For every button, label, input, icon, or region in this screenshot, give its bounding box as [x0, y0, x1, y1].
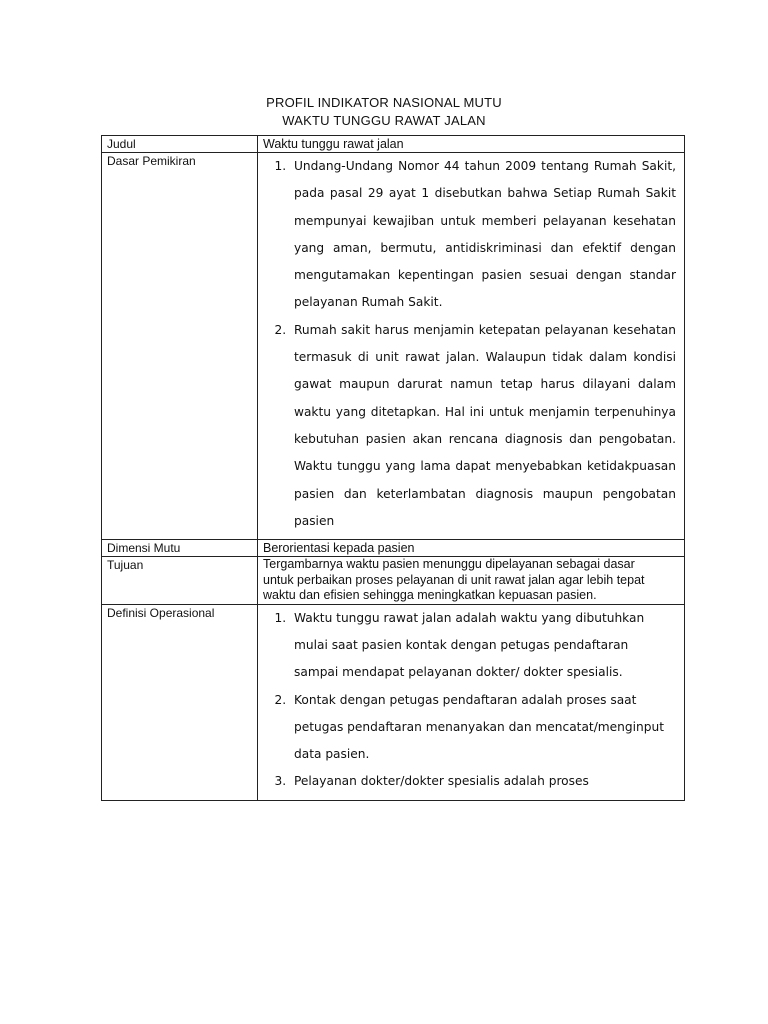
list-item: 1. Undang-Undang Nomor 44 tahun 2009 tentang Rumah Sakit, pada pasal 29 ayat 1 disebutkan bahwa Setiap Rumah Sakit mempunyai kewajiban untuk memberi pelayanan kesehatan yang aman, bermutu, antidiskriminasi dan efektif dengan mengutamakan kepentingan pasien sesuai dengan standar pelayanan Rumah Sakit. [290, 153, 676, 317]
table-row-definisi-operasional [102, 604, 685, 800]
row-value-dimensi-mutu: Berorientasi kepada pasien [258, 540, 685, 557]
dasar-pemikiran-list [263, 153, 684, 539]
table-row-dimensi-mutu [102, 540, 685, 557]
list-item: 1. Waktu tunggu rawat jalan adalah waktu yang dibutuhkan mulai saat pasien kontak dengan petugas pendaftaran sampai mendapat pelayanan dokter/ dokter spesialis. [290, 605, 676, 687]
row-label-definisi-operasional: Definisi Operasional [102, 604, 258, 800]
document-title: PROFIL INDIKATOR NASIONAL MUTU [266, 95, 502, 110]
row-label-tujuan: Tujuan [102, 557, 258, 605]
list-item: 3. Pelayanan dokter/dokter spesialis adalah proses [290, 768, 676, 795]
definisi-operasional-list [263, 605, 684, 800]
row-value-judul: Waktu tunggu rawat jalan [258, 136, 685, 153]
document-subtitle: WAKTU TUNGGU RAWAT JALAN [282, 113, 486, 128]
table-row-judul [102, 136, 685, 153]
table-row-dasar-pemikiran [102, 153, 685, 540]
table-row-tujuan [102, 557, 685, 605]
row-value-definisi-operasional [258, 604, 685, 800]
indicator-profile-table [101, 135, 685, 801]
row-label-dimensi-mutu: Dimensi Mutu [102, 540, 258, 557]
row-label-judul: Judul [102, 136, 258, 153]
list-item: 2. Rumah sakit harus menjamin ketepatan pelayanan kesehatan termasuk di unit rawat jalan. Walaupun tidak dalam kondisi gawat maupun darurat namun tetap harus dilayani dalam waktu yang ditetapkan. Hal ini untuk menjamin terpenuhinya kebutuhan pasien akan rencana diagnosis dan pengobatan. Waktu tunggu yang lama dapat menyebabkan ketidakpuasan pasien dan keterlambatan diagnosis maupun pengobatan pasien [290, 317, 676, 535]
row-value-tujuan: Tergambarnya waktu pasien menunggu dipelayanan sebagai dasar untuk perbaikan proses pelayanan di unit rawat jalan agar lebih tepat waktu dan efisien sehingga meningkatkan kepuasan pasien. [258, 557, 685, 605]
row-value-dasar-pemikiran [258, 153, 685, 540]
list-item: 2. Kontak dengan petugas pendaftaran adalah proses saat petugas pendaftaran menanyakan dan mencatat/menginput data pasien. [290, 687, 676, 769]
row-label-dasar-pemikiran: Dasar Pemikiran [102, 153, 258, 540]
